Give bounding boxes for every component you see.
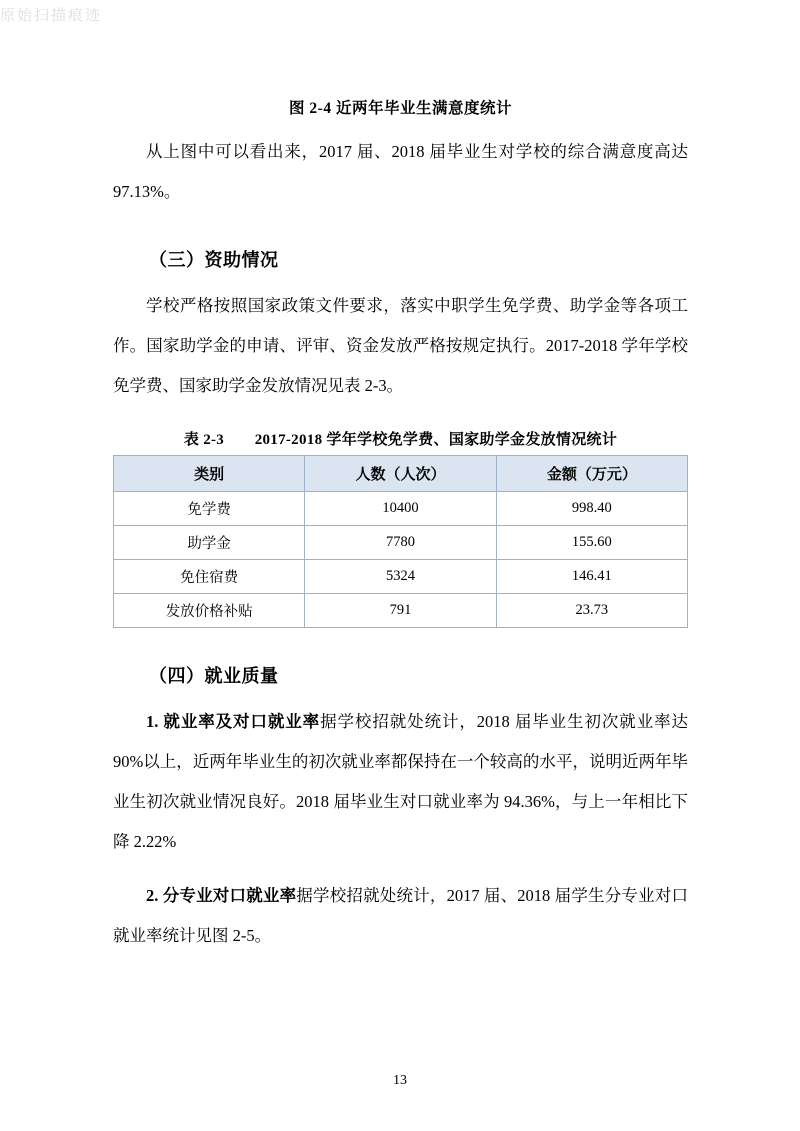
table-cell-count: 7780 [305,526,496,560]
table-caption: 表 2-3 2017-2018 学年学校免学费、国家助学金发放情况统计 [183,432,618,448]
table-row [114,526,688,560]
table-cell-amount: 998.40 [496,492,687,526]
table-cell-count: 5324 [305,560,496,594]
paragraph-major-employment-label: 2. 分专业对口就业率 [146,886,297,905]
table-header-cell-amount: 金额（万元） [496,456,687,492]
table-row [114,594,688,628]
table-cell-amount: 23.73 [496,594,687,628]
table-header-cell-category: 类别 [114,456,305,492]
paragraph-employment-rate-label: 1. 就业率及对口就业率 [146,712,321,731]
table-cell-category: 助学金 [114,526,305,560]
figure-caption: 图 2-4 近两年毕业生满意度统计 [289,100,512,117]
scan-artifact-marks: 原始扫描痕迹 [0,8,103,24]
table-row [114,560,688,594]
paragraph-major-employment [113,876,688,956]
table-cell-count: 10400 [305,492,496,526]
table-cell-count: 791 [305,594,496,628]
section-heading-funding: （三）资助情况 [149,250,279,270]
paragraph-funding: 学校严格按照国家政策文件要求，落实中职学生免学费、助学金等各项工作。国家助学金的申请、评审、资金发放严格按规定执行。2017-2018 学年学校免学费、国家助学金发放情况见表 2-3。 [113,296,688,395]
table-row [114,492,688,526]
table-cell-category: 免住宿费 [114,560,305,594]
table-cell-category: 免学费 [114,492,305,526]
paragraph-satisfaction: 从上图中可以看出来，2017 届、2018 届毕业生对学校的综合满意度高达 97.13%。 [113,142,688,201]
section-heading-employment: （四）就业质量 [149,666,279,686]
paragraph-employment-rate-text: 据学校招就处统计，2018 届毕业生初次就业率达 90%以上，近两年毕业生的初次就业率都保持在一个较高的水平，说明近两年毕业生初次就业情况良好。2018 届毕业生对口就业率为 94.36%，与上一年相比下降 2.22% [113,712,689,851]
paragraph-major-employment-text: 据学校招就处统计，2017 届、2018 届学生分专业对口就业率统计见图 2-5。 [113,886,689,945]
table-header-cell-count: 人数（人次） [305,456,496,492]
table-cell-category: 发放价格补贴 [114,594,305,628]
paragraph-employment-rate [113,702,688,862]
page-number: 13 [393,1073,407,1088]
page-content [113,0,688,956]
table-header-row [114,456,688,492]
table-cell-amount: 155.60 [496,526,687,560]
funding-table [113,455,688,628]
table-cell-amount: 146.41 [496,560,687,594]
